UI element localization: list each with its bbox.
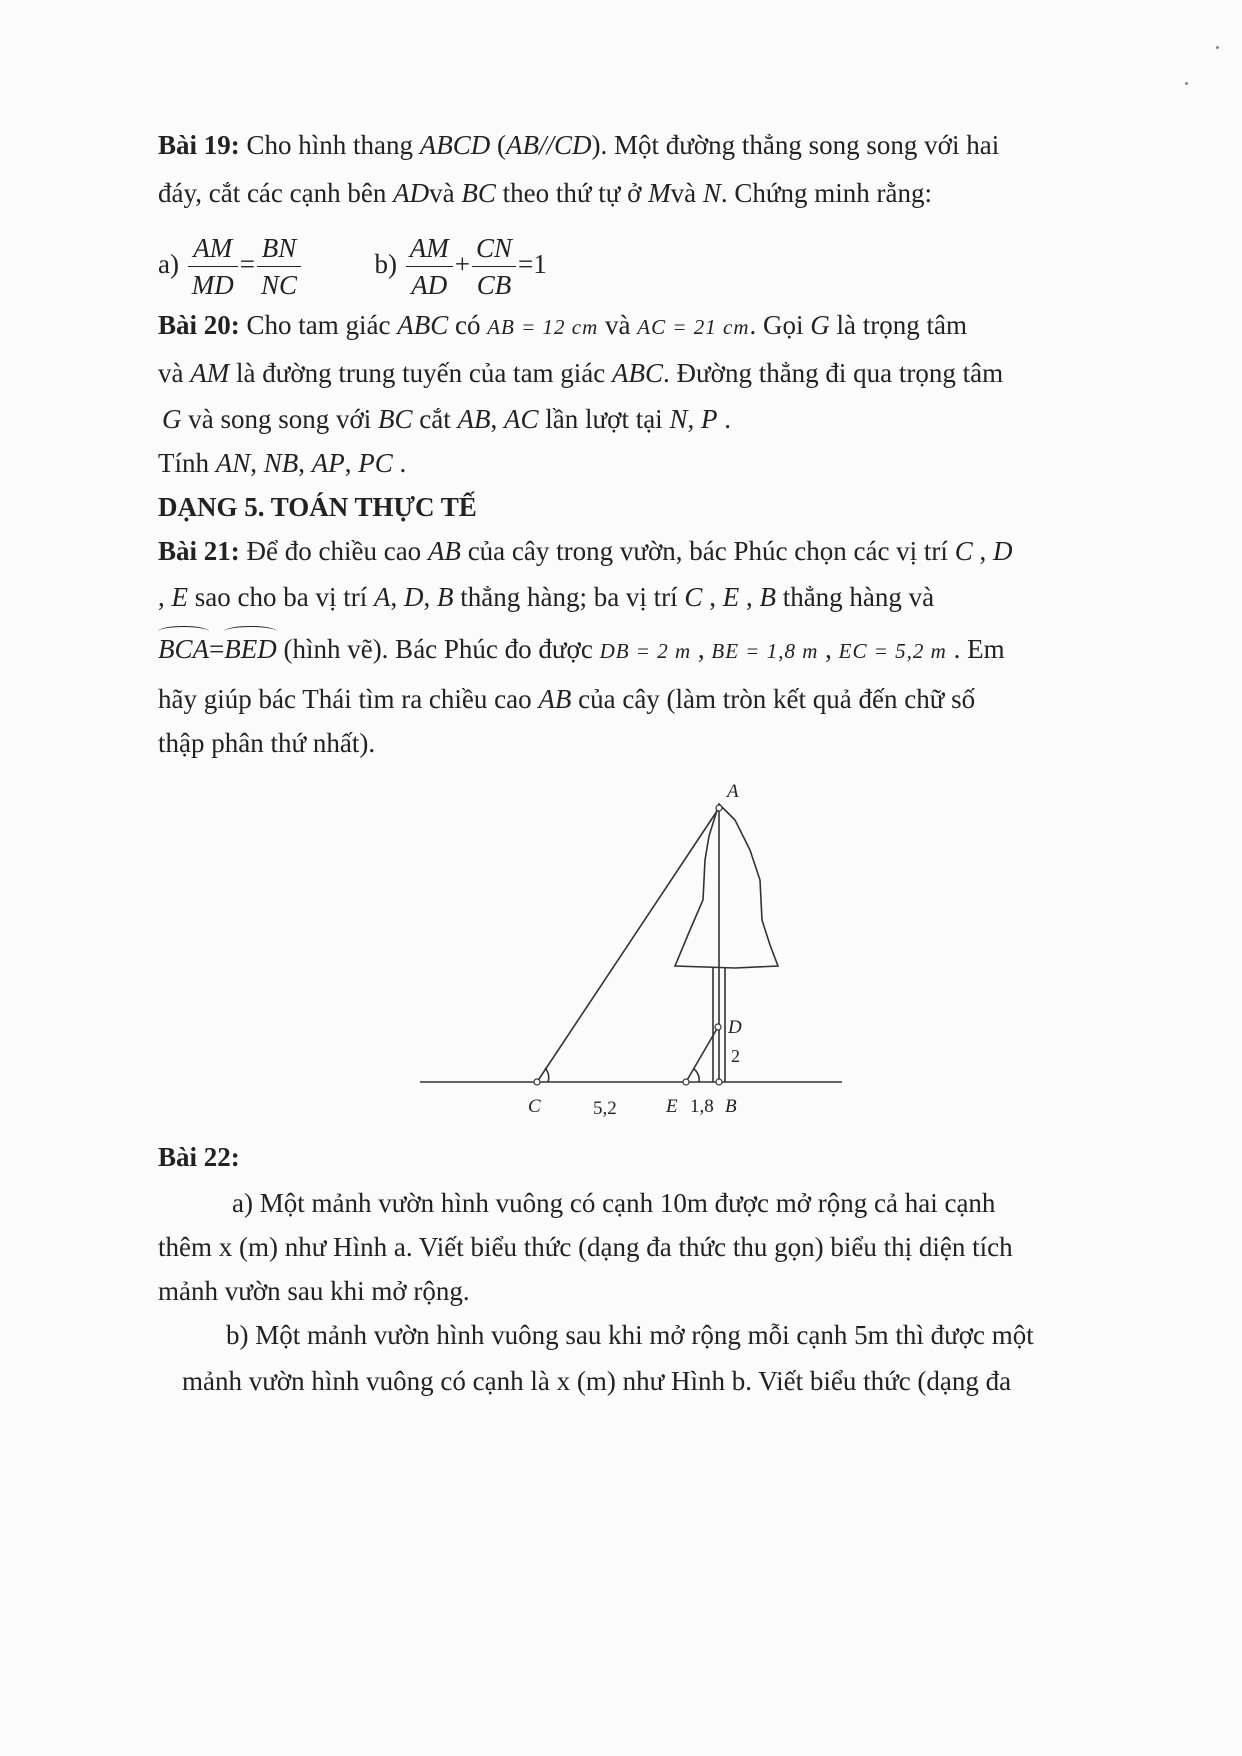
point-b	[716, 1079, 722, 1085]
math: ABC	[612, 358, 664, 388]
text: thẳng hàng; ba vị trí	[460, 582, 678, 612]
math: AB//CD	[506, 130, 592, 160]
label-c: C	[528, 1096, 541, 1117]
math: AD	[393, 178, 430, 208]
numerator: CN	[472, 230, 516, 267]
angle-mark-e	[694, 1069, 699, 1082]
numerator: BN	[257, 230, 301, 267]
text: ). Một đường thẳng song song với hai	[591, 130, 1000, 160]
text: (	[497, 130, 507, 160]
bai21-line5: thập phân thứ nhất).	[158, 728, 376, 758]
bai21-line3: BCA=BED (hình vẽ). Bác Phúc đo được DB = 2 m , BE = 1,8 m , EC = 5,2 m . Em	[158, 634, 1005, 664]
text: .	[399, 448, 407, 478]
text: hãy giúp bác Thái tìm ra chiều cao	[158, 684, 532, 714]
plus: +	[454, 249, 470, 279]
equals-one: =1	[518, 249, 547, 279]
bai22-b-line2: mảnh vườn hình vuông có cạnh là x (m) như Hình b. Viết biểu thức (dạng đa	[182, 1366, 1012, 1396]
angle-bca: BCA	[158, 634, 209, 664]
text: . Em	[953, 634, 1005, 664]
bai22-a-line3: mảnh vườn sau khi mở rộng.	[158, 1276, 470, 1306]
math: AN	[215, 448, 251, 478]
text: theo thứ tự ở	[502, 178, 642, 208]
math: A	[373, 582, 391, 612]
bai22-b-line1: b) Một mảnh vườn hình vuông sau khi mở rộng mỗi cạnh 5m thì được một	[226, 1320, 1034, 1350]
numerator: AM	[188, 230, 238, 267]
math: D	[992, 536, 1013, 566]
math: AB	[538, 684, 572, 714]
math: AP	[311, 448, 345, 478]
text: . Chứng minh rằng:	[720, 178, 933, 208]
math: ABC	[397, 310, 449, 340]
angle-bed: BED	[224, 634, 277, 664]
equals: =	[209, 634, 225, 664]
math: AB = 12 cm	[487, 315, 599, 339]
text: lần lượt tại	[545, 404, 663, 434]
bai22-a-line2: thêm x (m) như Hình a. Viết biểu thức (dạng đa thức thu gọn) biểu thị diện tích	[158, 1232, 1013, 1262]
text: sao cho ba vị trí	[194, 582, 368, 612]
denominator: NC	[260, 270, 297, 301]
text: Tính	[158, 448, 209, 478]
label-d: D	[728, 1017, 742, 1038]
math: G	[810, 310, 830, 340]
label-len-ce: 5,2	[593, 1098, 617, 1119]
math: AB	[457, 404, 491, 434]
text: là đường trung tuyến của tam giác	[235, 358, 606, 388]
math: DB = 2 m	[599, 639, 692, 663]
point-e	[683, 1079, 689, 1085]
text: cắt	[419, 404, 451, 434]
math: D	[403, 582, 424, 612]
text: của cây trong vườn, bác Phúc chọn các vị trí	[467, 536, 948, 566]
text: ,	[298, 448, 306, 478]
text: Cho hình thang	[246, 130, 414, 160]
text: có	[454, 310, 481, 340]
text: của cây (làm tròn kết quả đến chữ số	[578, 684, 976, 714]
math: EC = 5,2 m	[838, 639, 947, 663]
text: là trọng tâm	[836, 310, 967, 340]
numerator: AM	[406, 230, 453, 267]
text: ,	[344, 448, 352, 478]
tree-canopy	[675, 804, 778, 968]
text: và	[670, 178, 697, 208]
bai19-label: Bài 19:	[158, 130, 240, 160]
math: E	[722, 582, 740, 612]
math: AB	[427, 536, 461, 566]
point-a	[716, 805, 722, 811]
bai22-label-text: Bài 22:	[158, 1142, 240, 1172]
label-len-eb: 1,8	[690, 1096, 714, 1117]
math: B	[759, 582, 776, 612]
text: và	[158, 358, 184, 388]
math: AM	[190, 358, 230, 388]
point-c	[534, 1079, 540, 1085]
part-a-label: a)	[158, 249, 179, 279]
math: N	[702, 178, 721, 208]
text: ,	[490, 404, 498, 434]
text: và	[429, 178, 455, 208]
math: C	[684, 582, 703, 612]
math: NB	[263, 448, 299, 478]
scan-speck	[1185, 82, 1188, 85]
bai22-a-line1: a) Một mảnh vườn hình vuông có cạnh 10m được mở rộng cả hai cạnh	[232, 1188, 996, 1218]
text: ,	[687, 404, 695, 434]
label-b: B	[725, 1096, 737, 1117]
denominator: AD	[411, 270, 448, 301]
math: C	[954, 536, 973, 566]
bai21-label: Bài 21:	[158, 536, 240, 566]
text: . Gọi	[749, 310, 804, 340]
denominator: CB	[476, 270, 512, 301]
scan-speck	[1216, 46, 1219, 49]
math: BC	[378, 404, 413, 434]
text: thẳng hàng và	[782, 582, 935, 612]
text: đáy, cắt các cạnh bên	[158, 178, 387, 208]
math: E	[171, 582, 188, 612]
math: P	[700, 404, 718, 434]
part-b-label: b)	[374, 249, 397, 279]
math: M	[648, 178, 671, 208]
text: .	[724, 404, 731, 434]
math: B	[436, 582, 454, 612]
bai21-line1: Bài 21: Để đo chiều cao AB của cây trong vườn, bác Phúc chọn các vị trí C , D	[158, 536, 1013, 566]
label-e: E	[666, 1096, 678, 1117]
text: Để đo chiều cao	[246, 536, 422, 566]
bai20-label: Bài 20:	[158, 310, 240, 340]
math: G	[162, 404, 182, 434]
math: AC = 21 cm	[637, 315, 750, 339]
label-len-db: 2	[731, 1046, 740, 1066]
bai22-label	[158, 1140, 240, 1174]
math: N	[669, 404, 688, 434]
text: và	[605, 310, 631, 340]
math: BC	[461, 178, 496, 208]
denominator: MD	[191, 270, 234, 301]
text: Cho tam giác	[246, 310, 391, 340]
equals: =	[239, 249, 255, 279]
math: PC	[358, 448, 393, 478]
text: và song song với	[188, 404, 372, 434]
text: (hình vẽ). Bác Phúc đo được	[283, 634, 593, 664]
math: AC	[504, 404, 539, 434]
math: ABCD	[419, 130, 491, 160]
label-a: A	[727, 781, 739, 802]
text: ,	[250, 448, 258, 478]
math: BE = 1,8 m	[711, 639, 819, 663]
text: . Đường thẳng đi qua trọng tâm	[663, 358, 1004, 388]
bai21-line2: , E sao cho ba vị trí A, D, B thẳng hàng; ba vị trí C , E , B thẳng hàng và	[158, 582, 935, 612]
section-title: DẠNG 5. TOÁN THỰC TẾ	[158, 492, 477, 522]
point-d	[715, 1024, 721, 1030]
line-ca	[537, 808, 719, 1082]
